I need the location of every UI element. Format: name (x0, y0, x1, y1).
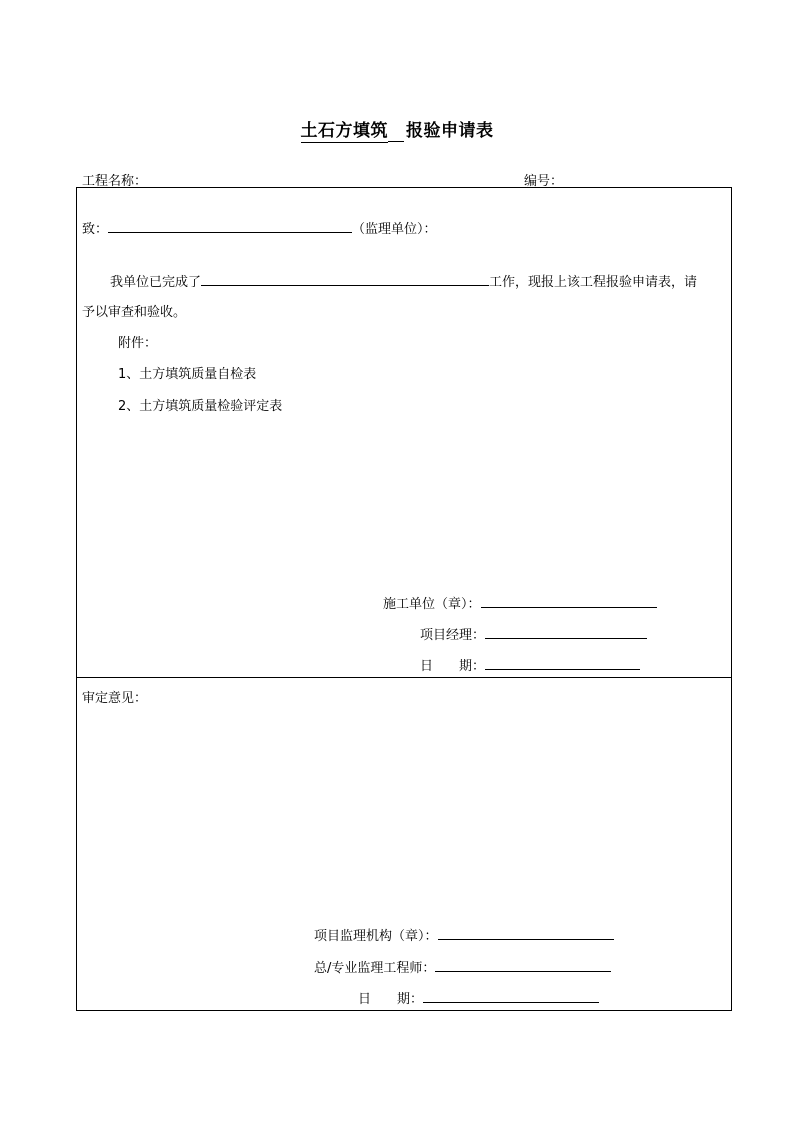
review-opinion-label: 审定意见： (82, 691, 148, 706)
completed-work-field[interactable] (201, 271, 489, 286)
attachments-label: 附件： (118, 336, 158, 351)
manager-field[interactable] (485, 624, 647, 639)
agency-field[interactable] (438, 925, 614, 940)
body-line-1 (110, 271, 697, 290)
contractor-signature-line (383, 593, 657, 612)
attachment-item: 1、土方填筑质量自检表 (118, 367, 257, 382)
project-name-label: 工程名称： (82, 174, 148, 189)
review-date-label: 日 期： (358, 992, 424, 1007)
agency-label: 项目监理机构（章）： (314, 929, 438, 944)
contractor-field[interactable] (481, 593, 657, 608)
title-part2: 报验申请表 (406, 121, 494, 141)
date-line (420, 655, 640, 674)
body-suffix: 工作，现报上该工程报验申请表，请 (489, 275, 698, 290)
date-field[interactable] (485, 655, 640, 670)
contractor-label: 施工单位（章）： (383, 597, 481, 612)
title-part1: 土石方填筑 (300, 121, 388, 141)
supervisor-unit-field[interactable] (108, 218, 352, 233)
review-date-line (358, 988, 599, 1007)
body-prefix: 我单位已完成了 (110, 275, 202, 290)
addressee-line (82, 218, 437, 237)
agency-signature-line (314, 925, 614, 944)
review-date-field[interactable] (423, 988, 599, 1003)
attachment-item: 2、土方填筑质量检验评定表 (118, 399, 283, 414)
body-line-2: 予以审查和验收。 (82, 305, 187, 320)
manager-signature-line (420, 624, 647, 643)
engineer-field[interactable] (435, 957, 611, 972)
title-blank[interactable] (388, 125, 404, 142)
date-label: 日 期： (420, 659, 486, 674)
serial-number-label: 编号： (524, 174, 564, 189)
to-suffix: （监理单位）： (352, 222, 437, 237)
to-label: 致： (82, 222, 109, 237)
engineer-signature-line (314, 957, 611, 976)
form-title (0, 116, 794, 142)
manager-label: 项目经理： (420, 628, 486, 643)
engineer-label: 总/专业监理工程师： (314, 961, 436, 976)
